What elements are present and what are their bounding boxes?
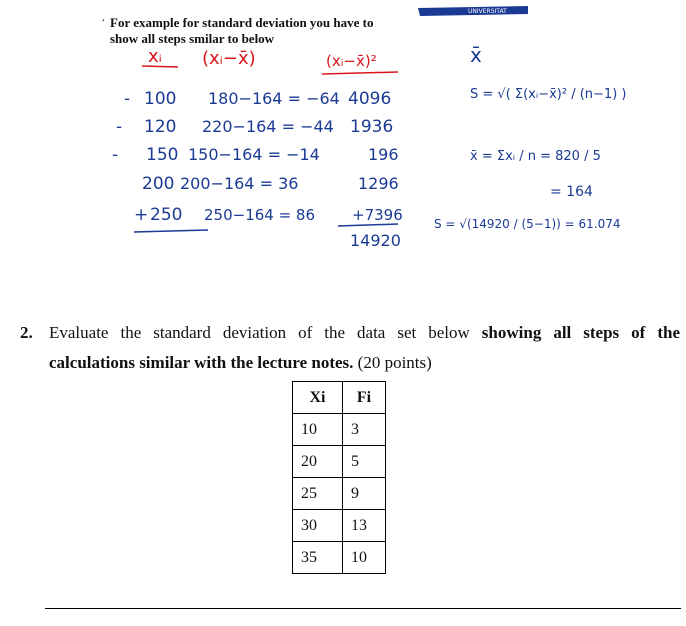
table-header-row: [293, 382, 386, 414]
header-fi-cell: Fi: [343, 382, 386, 414]
header-xi: xᵢ: [148, 46, 162, 67]
cell-fi: 3: [343, 414, 386, 446]
row-calc: 220−164 = −44: [202, 117, 334, 136]
row-sq: 1936: [350, 117, 394, 137]
data-table: [292, 381, 386, 574]
cell-fi: 9: [343, 478, 386, 510]
row-x: 150: [146, 145, 179, 165]
row-x: 100: [144, 89, 177, 109]
svg-text:-: -: [124, 89, 131, 109]
row-calc: 200−164 = 36: [180, 174, 299, 193]
banner-text: UNIVERSITAT: [468, 8, 507, 15]
mean-formula: x̄ = Σxᵢ / n = 820 / 5: [470, 149, 601, 164]
cell-xi: 30: [293, 510, 343, 542]
row-sq: +7396: [352, 206, 403, 224]
cell-fi: 13: [343, 510, 386, 542]
question-line-2: [49, 348, 680, 378]
sum-value: 14920: [350, 231, 401, 250]
mean-value: = 164: [550, 184, 593, 200]
row-x: 200: [142, 174, 175, 194]
question-text-b: showing all steps of the: [481, 323, 680, 342]
question-text-d: (20 points): [353, 353, 432, 372]
header-xi-cell: Xi: [293, 382, 343, 414]
cell-fi: 5: [343, 446, 386, 478]
row-x: 120: [144, 117, 177, 137]
sd-result: S = √(14920 / (5−1)) = 61.074: [434, 217, 621, 231]
cell-xi: 10: [293, 414, 343, 446]
row-sq: 1296: [358, 174, 399, 193]
table-row: [293, 542, 386, 574]
row-calc: 150−164 = −14: [188, 145, 320, 164]
sd-formula: S = √( Σ(xᵢ−x̄)² / (n−1) ): [470, 87, 627, 102]
example-prompt: [110, 15, 410, 47]
question-text-c: calculations similar with the lecture notes.: [49, 353, 354, 372]
row-calc: 180−164 = −64: [208, 89, 340, 108]
header-squared: (xᵢ−x̄)²: [326, 52, 377, 70]
handwritten-rows: [112, 89, 403, 250]
prompt-bullet: ·: [101, 14, 106, 29]
prompt-line-1: For example for standard deviation you have to: [110, 15, 374, 30]
question-line-1: [49, 318, 680, 348]
prompt-line-2: show all steps smilar to below: [110, 31, 275, 46]
svg-text:+: +: [134, 205, 149, 225]
cell-xi: 20: [293, 446, 343, 478]
cell-xi: 35: [293, 542, 343, 574]
row-x: 250: [150, 205, 183, 225]
svg-text:-: -: [116, 117, 123, 137]
question-text-a: Evaluate the standard deviation of the data set below: [49, 323, 482, 342]
bottom-divider: [45, 608, 681, 609]
table-row: [293, 414, 386, 446]
cell-xi: 25: [293, 478, 343, 510]
question-number: 2.: [20, 323, 33, 342]
xbar-symbol: x̄: [470, 43, 482, 67]
table-row: [293, 510, 386, 542]
row-calc: 250−164 = 86: [204, 206, 316, 224]
table-row: [293, 478, 386, 510]
svg-text:-: -: [112, 145, 119, 165]
cell-fi: 10: [343, 542, 386, 574]
table-row: [293, 446, 386, 478]
row-sq: 4096: [348, 89, 392, 109]
row-sq: 196: [368, 145, 399, 164]
header-deviation: (xᵢ−x̄): [202, 48, 256, 69]
